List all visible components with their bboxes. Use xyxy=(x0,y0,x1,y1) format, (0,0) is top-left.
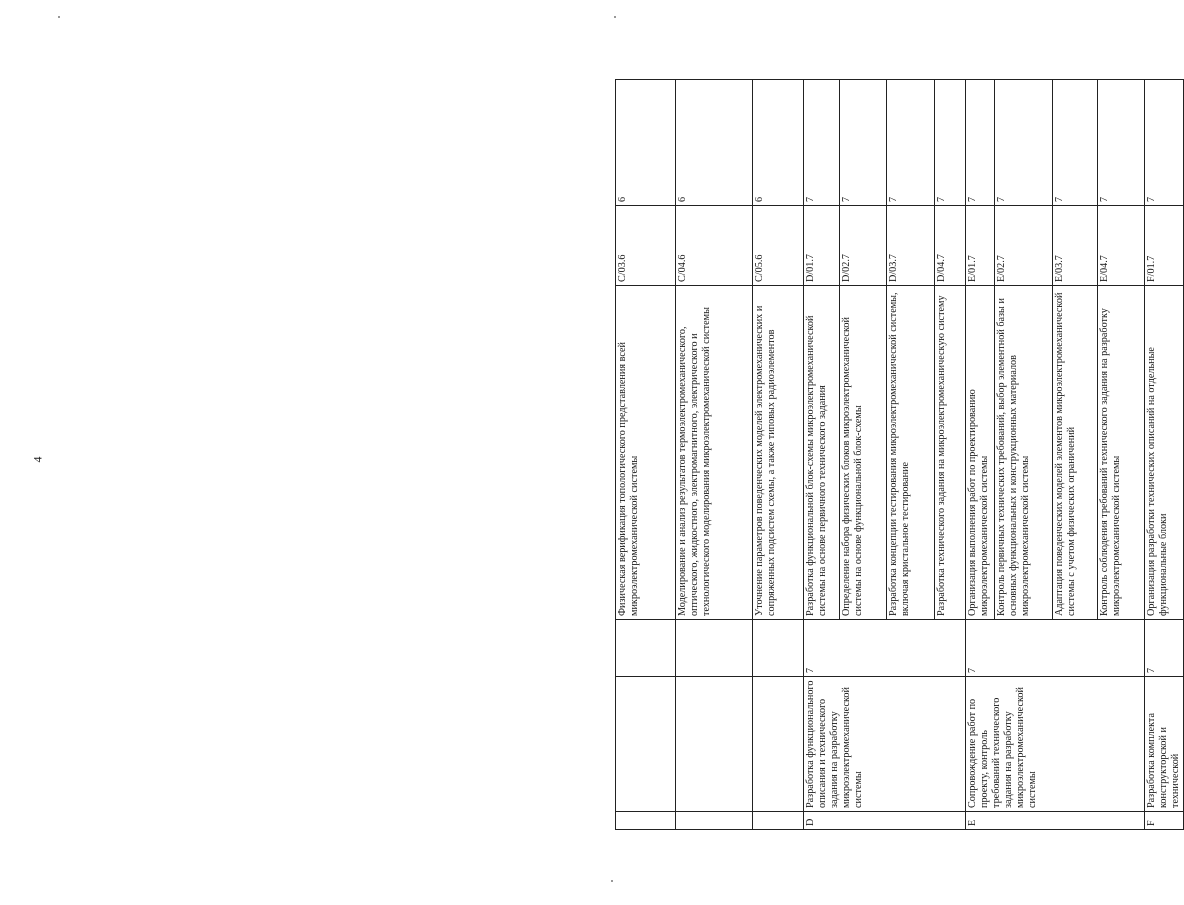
table-row xyxy=(804,80,840,830)
gf-level xyxy=(676,620,753,677)
tf-code: D/03.7 xyxy=(887,206,935,286)
gf-level: 7 xyxy=(1145,620,1184,677)
gf-name: Разработка функционального описания и технического задания на разработку микроэлектромеханической системы xyxy=(804,677,966,812)
gf-level xyxy=(616,620,676,677)
tf-level: 7 xyxy=(840,80,887,206)
table-row xyxy=(1145,80,1184,830)
scan-speck xyxy=(611,880,613,882)
tf-name: Разработка технического задания на микроэлектромеханическую систему xyxy=(935,286,966,620)
tf-code: D/04.7 xyxy=(935,206,966,286)
gf-code xyxy=(676,812,753,830)
gf-level xyxy=(753,620,804,677)
tf-code: C/03.6 xyxy=(616,206,676,286)
tf-level: 6 xyxy=(676,80,753,206)
tf-level: 7 xyxy=(887,80,935,206)
table-row xyxy=(753,80,804,830)
gf-name xyxy=(616,677,676,812)
tf-name: Определение набора физических блоков микроэлектромеханической системы на основе функциональной блок-схемы xyxy=(840,286,887,620)
gf-name xyxy=(753,677,804,812)
tf-name: Организация выполнения работ по проектированию микроэлектромеханической системы xyxy=(966,286,995,620)
table-row xyxy=(616,80,676,830)
tf-code: D/01.7 xyxy=(804,206,840,286)
tf-level: 7 xyxy=(935,80,966,206)
gf-level: 7 xyxy=(966,620,1145,677)
gf-code xyxy=(753,812,804,830)
gf-level: 7 xyxy=(804,620,966,677)
gf-code: E xyxy=(966,812,1145,830)
tf-code: D/02.7 xyxy=(840,206,887,286)
gf-name xyxy=(676,677,753,812)
tf-code: C/04.6 xyxy=(676,206,753,286)
gf-code: D xyxy=(804,812,966,830)
gf-code xyxy=(616,812,676,830)
tf-code: E/01.7 xyxy=(966,206,995,286)
scan-speck xyxy=(58,16,60,18)
tf-name: Контроль соблюдения требований технического задания на разработку микроэлектромеханической системы xyxy=(1098,286,1145,620)
gf-name: Разработка комплекта конструкторской и технической xyxy=(1145,677,1184,812)
page-number: 4 xyxy=(30,456,45,463)
tf-name: Разработка концепции тестирования микроэлектромеханической системы, включая кристальное тестирование xyxy=(887,286,935,620)
tf-name: Организация разработки технических описаний на отдельные функциональные блоки xyxy=(1145,286,1184,620)
tf-code: E/03.7 xyxy=(1053,206,1098,286)
gf-name: Сопровождение работ по проекту, контроль требований технического задания на разработку микроэлектромеханической системы xyxy=(966,677,1145,812)
gf-code: F xyxy=(1145,812,1184,830)
tf-name: Уточнение параметров поведенческих моделей электромеханических и сопряженных подсистем схемы, а также типовых радиоэлементов xyxy=(753,286,804,620)
tf-level: 7 xyxy=(1053,80,1098,206)
tf-level: 6 xyxy=(616,80,676,206)
tf-code: E/04.7 xyxy=(1098,206,1145,286)
tf-name: Моделирование и анализ результатов термоэлектромеханического, оптического, жидкостного, электромагнитного, электрического и технологического моделирования микроэлектромеханической системы xyxy=(676,286,753,620)
tf-name: Адаптация поведенческих моделей элементов микроэлектромеханической системы с учетом физических ограничений xyxy=(1053,286,1098,620)
scan-speck xyxy=(614,16,616,18)
functions-table xyxy=(615,79,1184,830)
table-row xyxy=(966,80,995,830)
tf-level: 7 xyxy=(966,80,995,206)
tf-code: C/05.6 xyxy=(753,206,804,286)
tf-name: Разработка функциональной блок-схемы микроэлектромеханической системы на основе первичного технического задания xyxy=(804,286,840,620)
tf-level: 7 xyxy=(1145,80,1184,206)
tf-level: 7 xyxy=(1098,80,1145,206)
tf-level: 7 xyxy=(995,80,1053,206)
tf-code: E/02.7 xyxy=(995,206,1053,286)
table-row xyxy=(676,80,753,830)
tf-code: F/01.7 xyxy=(1145,206,1184,286)
rotated-table-container xyxy=(615,80,1182,830)
tf-level: 6 xyxy=(753,80,804,206)
tf-name: Контроль первичных технических требований, выбор элементной базы и основных функциональных и конструкционных материалов микроэлектромеханической системы xyxy=(995,286,1053,620)
tf-name: Физическая верификация топологического представления всей микроэлектромеханической системы xyxy=(616,286,676,620)
tf-level: 7 xyxy=(804,80,840,206)
